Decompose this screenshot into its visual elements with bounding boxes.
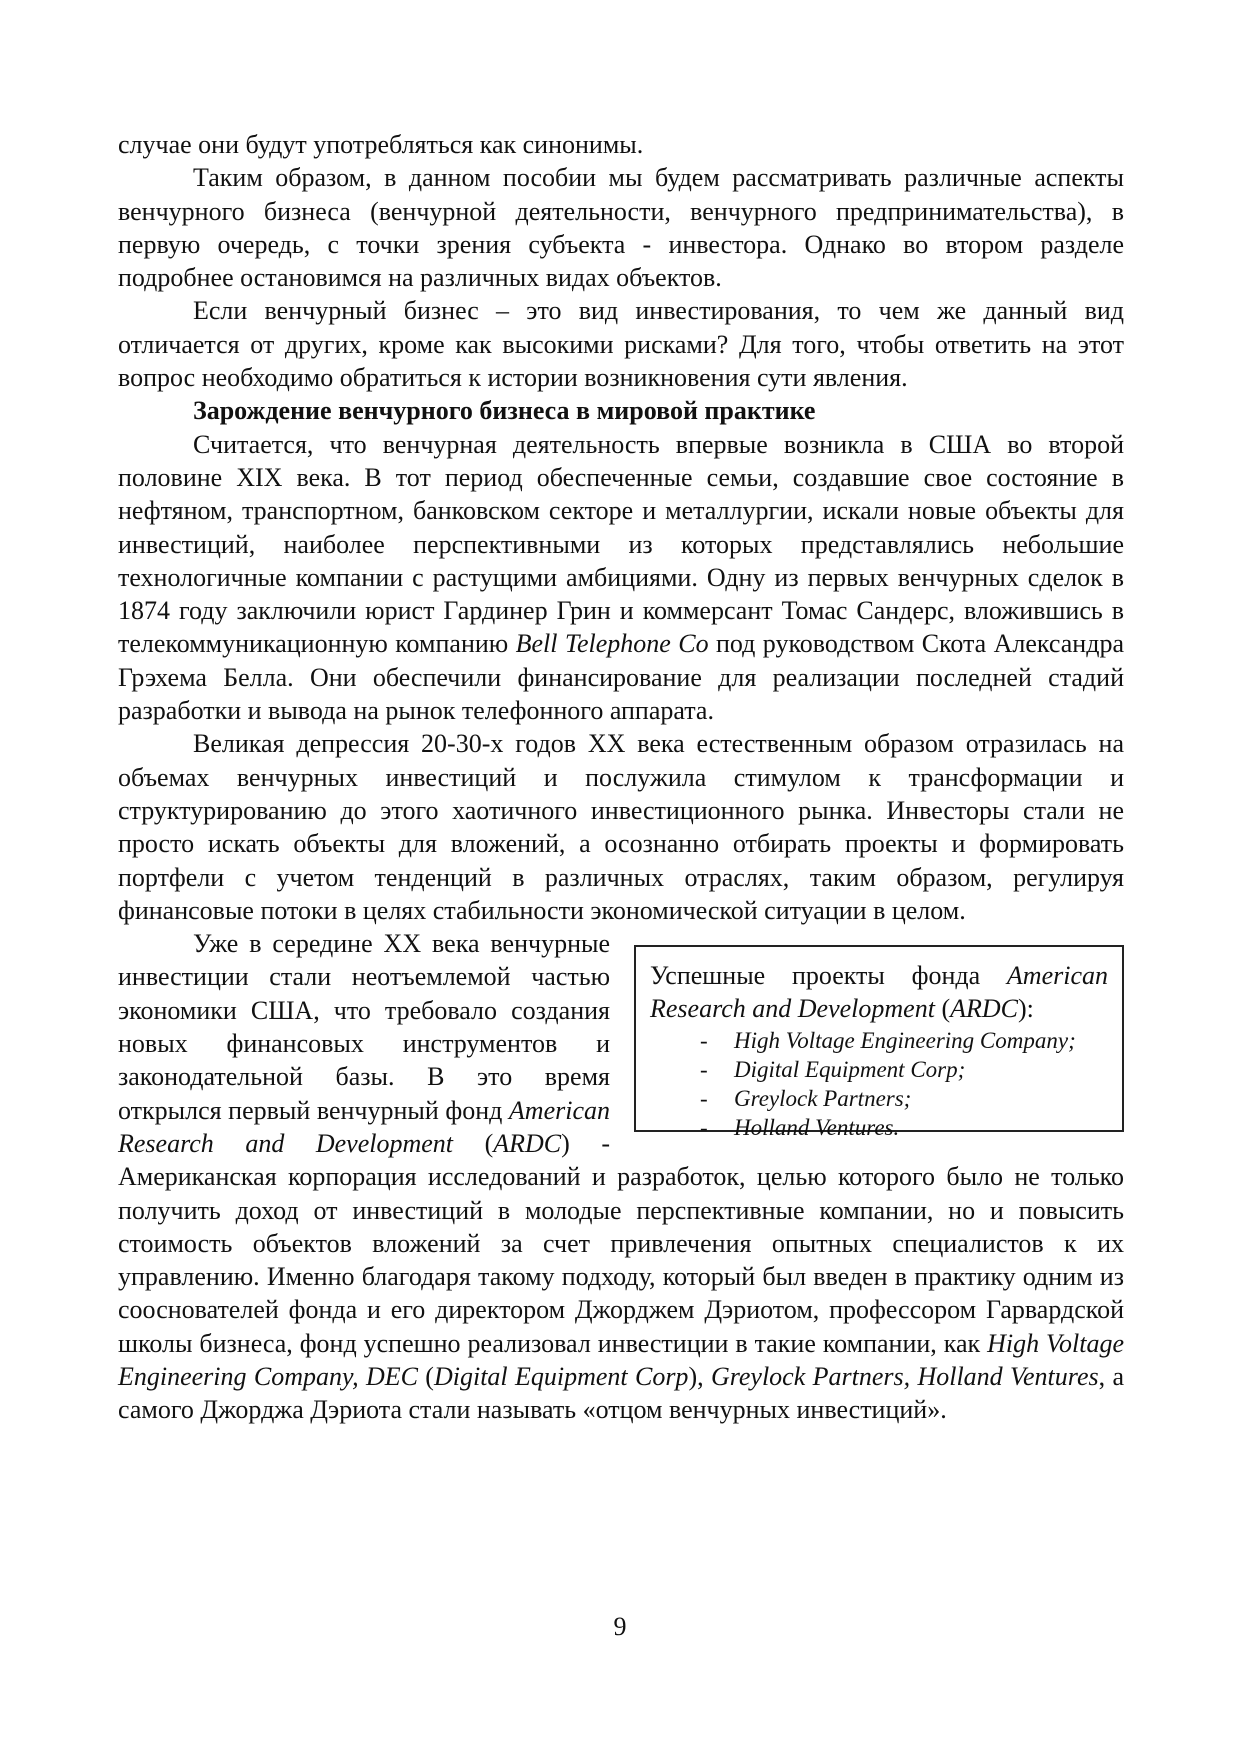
ardc-dec-full: Digital Equipment Corp xyxy=(433,1361,689,1391)
sidebar-paren-close: ): xyxy=(1018,994,1034,1024)
list-item-text: Digital Equipment Corp; xyxy=(734,1056,966,1082)
list-item xyxy=(650,1084,1108,1113)
paragraph-question: Если венчурный бизнес – это вид инвестирования, то чем же данный вид отличается от других, кроме как высокими рисками? Для того, чтобы ответить на этот вопрос необходимо обратиться к истории возникновения сути явления. xyxy=(118,296,1124,393)
sidebar-box xyxy=(634,945,1124,1140)
ardc-paren-close-2: ), xyxy=(688,1361,704,1391)
wrap-zone xyxy=(118,927,1124,1426)
list-dash: - xyxy=(700,1114,708,1140)
section-heading: Зарождение венчурного бизнеса в мировой практике xyxy=(193,396,816,426)
list-dash: - xyxy=(700,1027,708,1053)
list-item-text: Greylock Partners; xyxy=(734,1085,912,1111)
list-item xyxy=(650,1026,1108,1055)
ardc-paren-open-2: ( xyxy=(425,1361,434,1391)
ardc-companies-b: Greylock Partners, Holland Ventures xyxy=(710,1361,1099,1391)
origins-text-b: под руководством Скота Александра Грэхема Белла. Они обеспечили финансирование для реализации последней стадий разработки и вывода на рынок телефонного аппарата. xyxy=(118,629,1124,726)
ardc-text-c: ) - Американская корпорация исследований и разработок, целью которого было не только получить доход от инвестиций в молодые перспективные компании, но и повысить стоимость объектов вложений за счет привлечения опытных специалистов к их управлению. Именно благодаря такому подходу, который был введен в практику одним из сооснователей фонда и его директором Джорджем Дэриотом, профессором Гарвардской школы бизнеса, фонд успешно реализовал инвестиции в такие компании, как xyxy=(118,1128,1124,1358)
ardc-companies-a: High Voltage Engineering Company, DEC xyxy=(118,1328,1124,1391)
sidebar-list xyxy=(650,1026,1108,1142)
ardc-text-a: Уже в середине XX века венчурные инвестиции стали неотъемлемой частью экономики США, что требовало создания новых финансовых инструментов и законодательной базы. В это время открылся первый венчурный фонд xyxy=(118,929,610,1125)
sidebar-intro xyxy=(650,959,1108,1026)
ardc-paren-open: ( xyxy=(484,1128,494,1158)
paragraph-continuation: случае они будут употребляться как синонимы. xyxy=(118,130,644,159)
ardc-abbr: ARDC xyxy=(493,1128,562,1158)
list-item-text: Holland Ventures. xyxy=(734,1114,900,1140)
list-dash: - xyxy=(700,1056,708,1082)
paragraph-origins xyxy=(118,428,1124,728)
paragraph-aspects: Таким образом, в данном пособии мы будем рассматривать различные аспекты венчурного бизнеса (венчурной деятельности, венчурного предпринимательства), в первую очередь, с точки зрения субъекта - инвестора. Однако во втором разделе подробнее остановимся на различных видах объектов. xyxy=(118,163,1124,293)
page-body xyxy=(118,128,1124,1427)
sidebar-intro-plain: Успешные проекты фонда xyxy=(650,961,981,991)
ardc-fund-name: American Research and Development xyxy=(118,1095,610,1158)
sidebar-paren-open: ( xyxy=(941,994,951,1024)
sidebar-intro-abbr: ARDC xyxy=(950,994,1018,1024)
ardc-text-f: , а самого Джорджа Дэриота стали называть «отцом венчурных инвестиций». xyxy=(118,1361,1124,1425)
origins-text-a: Считается, что венчурная деятельность впервые возникла в США во второй половине XIX века. В тот период обеспеченные семьи, создавшие свое состояние в нефтяном, транспортном, банковском секторе и металлургии, искали новые объекты для инвестиций, наиболее перспективными из которых представлялись небольшие технологичные компании с растущими амбициями. Одну из первых венчурных сделок в 1874 году заключили юрист Гардинер Грин и коммерсант Томас Сандерс, вложившись в телекоммуникационную компанию xyxy=(118,429,1124,659)
bell-telephone-name: Bell Telephone Co xyxy=(515,629,709,659)
list-item xyxy=(650,1055,1108,1084)
page-number: 9 xyxy=(613,1612,627,1641)
list-dash: - xyxy=(700,1085,708,1111)
paragraph-depression: Великая депрессия 20-30-х годов XX века естественным образом отразилась на объемах венчурных инвестиций и послужила стимулом к трансформации и структурированию до этого хаотичного инвестиционного рынка. Инвесторы стали не просто искать объекты для вложений, а осознанно отбирать проекты и формировать портфели с учетом тенденций в различных отраслях, таким образом, регулируя финансовые потоки в целях стабильности экономической ситуации в целом. xyxy=(118,729,1124,925)
sidebar-intro-fund: American Research and Development xyxy=(650,961,1108,1024)
list-item-text: High Voltage Engineering Company; xyxy=(734,1027,1076,1053)
list-item xyxy=(650,1113,1108,1142)
